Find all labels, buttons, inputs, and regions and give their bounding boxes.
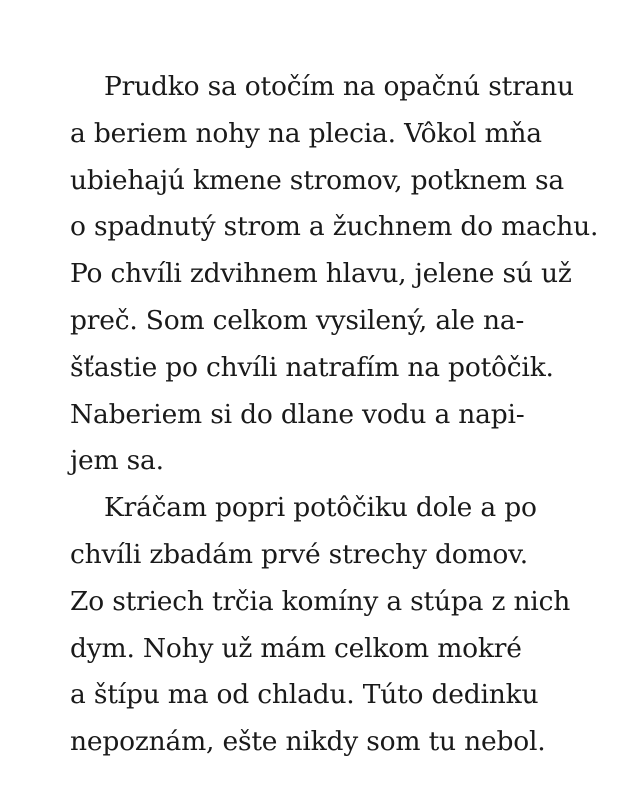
text-line: preč. Som celkom vysilený, ale na- — [70, 304, 525, 336]
text-line: nepoznám, ešte nikdy som tu nebol. — [70, 726, 546, 758]
text-line: ubiehajú kmene stromov, potknem sa — [70, 164, 564, 196]
text-line: Naberiem si do dlane vodu a napi- — [70, 398, 525, 430]
text-line: jem sa. — [70, 445, 164, 477]
text-line: Kráčam popri potôčiku dole a po — [104, 492, 537, 524]
story-text — [70, 64, 610, 766]
text-line: dym. Nohy už mám celkom mokré — [70, 632, 522, 664]
text-line: šťastie po chvíli natrafím na potôčik. — [70, 351, 554, 383]
text-line: o spadnutý strom a žuchnem do machu. — [70, 211, 599, 243]
text-line: Zo striech trčia komíny a stúpa z nich — [70, 585, 571, 617]
text-line: Prudko sa otočím na opačnú stranu — [104, 71, 574, 102]
text-line: a štípu ma od chladu. Túto dedinku — [70, 679, 539, 711]
text-line: Po chvíli zdvihnem hlavu, jelene sú už — [70, 258, 572, 290]
text-line: chvíli zbadám prvé strechy domov. — [70, 538, 529, 570]
text-line: a beriem nohy na plecia. Vôkol mňa — [70, 117, 542, 149]
